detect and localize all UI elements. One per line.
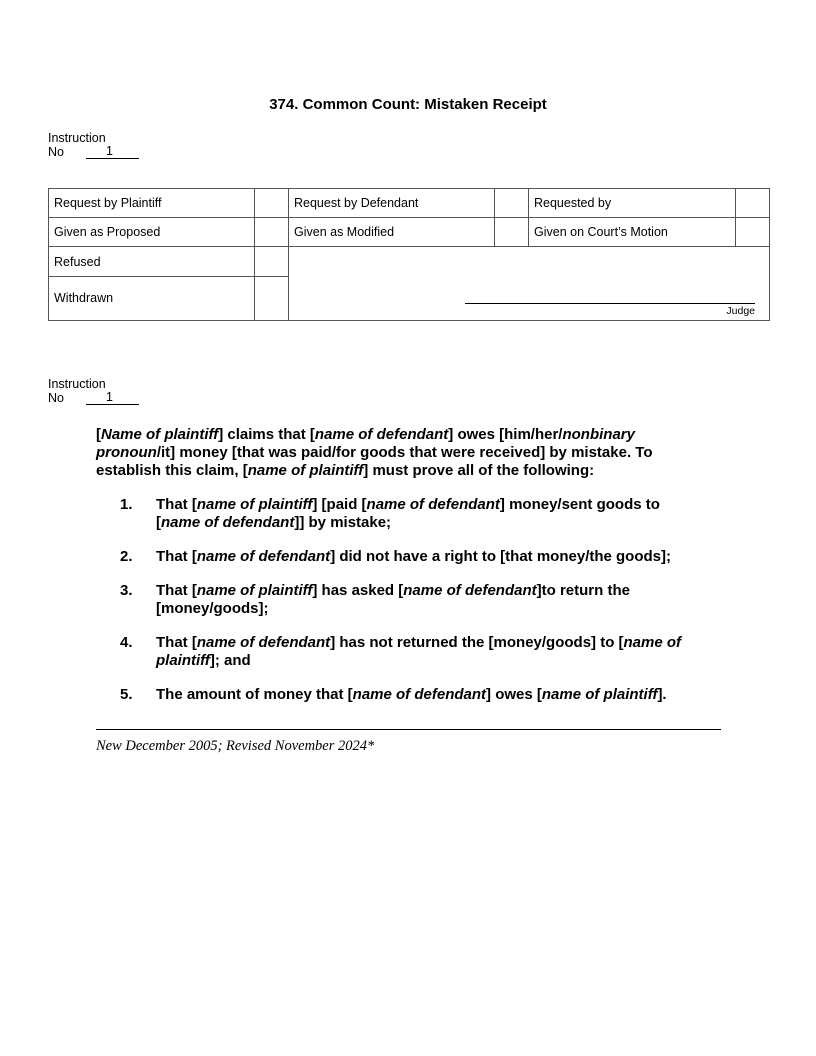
element-text — [156, 686, 706, 704]
text-segment: ]. — [657, 686, 667, 703]
instruction-label: Instruction — [48, 131, 106, 145]
placeholder-text: name of defendant — [161, 514, 295, 531]
text-segment: ] must prove all of the following: — [363, 462, 595, 479]
text-segment: ] has asked [ — [312, 582, 404, 599]
element-number: 4. — [120, 634, 133, 651]
placeholder-text: name of defendant — [366, 496, 500, 513]
given-as-modified-checkbox[interactable] — [495, 218, 529, 247]
text-segment: That [ — [156, 634, 197, 651]
text-segment: ]to return the [money/goods]; — [156, 582, 630, 617]
judge-signature-area — [289, 247, 770, 321]
given-as-proposed-checkbox[interactable] — [255, 218, 289, 247]
text-segment: That [ — [156, 582, 197, 599]
withdrawn-checkbox[interactable] — [255, 276, 289, 320]
request-by-defendant-label: Request by Defendant — [289, 189, 495, 218]
text-segment: ] owes [him/her/ — [448, 426, 563, 443]
placeholder-text: nonbinary pronoun — [96, 426, 635, 461]
page-title: 374. Common Count: Mistaken Receipt — [269, 96, 547, 113]
element-text — [156, 582, 706, 618]
given-as-proposed-label: Given as Proposed — [49, 218, 255, 247]
judge-signature-line[interactable] — [465, 303, 755, 304]
instruction-number-block-bottom — [48, 377, 139, 405]
placeholder-text: name of plaintiff — [196, 582, 313, 599]
element-text — [156, 496, 706, 532]
placeholder-text: name of plaintiff — [541, 686, 658, 703]
element-number: 3. — [120, 582, 133, 599]
request-by-defendant-checkbox[interactable] — [495, 189, 529, 218]
instruction-label: Instruction — [48, 377, 106, 391]
requested-by-label: Requested by — [529, 189, 736, 218]
instruction-no-label: No — [48, 145, 64, 159]
placeholder-text: name of defendant — [196, 548, 331, 565]
text-segment: ] money/sent goods to [ — [156, 496, 660, 531]
text-segment: The amount of money that [ — [156, 686, 353, 703]
refused-label: Refused — [49, 247, 255, 276]
placeholder-text: name of defendant — [196, 634, 331, 651]
text-segment: That [ — [156, 548, 197, 565]
request-by-plaintiff-checkbox[interactable] — [255, 189, 289, 218]
intro-paragraph — [96, 426, 706, 480]
text-segment: ] has not returned the [money/goods] to [ — [330, 634, 624, 651]
divider — [96, 729, 721, 730]
placeholder-text: Name of plaintiff — [101, 426, 219, 443]
withdrawn-label: Withdrawn — [49, 276, 255, 320]
element-item — [96, 634, 706, 670]
placeholder-text: name of plaintiff — [247, 462, 364, 479]
instruction-body — [96, 426, 706, 720]
element-text — [156, 634, 706, 670]
elements-list — [96, 496, 706, 704]
element-item — [96, 582, 706, 618]
given-on-courts-motion-label: Given on Court’s Motion — [529, 218, 736, 247]
judge-label: Judge — [726, 305, 755, 317]
request-disposition-table — [48, 188, 770, 321]
text-segment: ]] by mistake; — [294, 514, 392, 531]
text-segment: That [ — [156, 496, 197, 513]
requested-by-checkbox[interactable] — [736, 189, 770, 218]
element-number: 5. — [120, 686, 133, 703]
refused-checkbox[interactable] — [255, 247, 289, 276]
request-by-plaintiff-label: Request by Plaintiff — [49, 189, 255, 218]
text-segment: [ — [96, 426, 101, 443]
given-as-modified-label: Given as Modified — [289, 218, 495, 247]
placeholder-text: name of plaintiff — [156, 634, 682, 669]
element-number: 2. — [120, 548, 133, 565]
element-text — [156, 548, 706, 566]
text-segment: /it] money [that was paid/for goods that were received] by mistake. To establish this claim, [ — [96, 444, 653, 479]
element-item — [96, 686, 706, 704]
text-segment: ] [paid [ — [312, 496, 367, 513]
placeholder-text: name of defendant — [314, 426, 449, 443]
instruction-no-value: 1 — [86, 145, 139, 159]
instruction-no-value: 1 — [86, 391, 139, 405]
placeholder-text: name of plaintiff — [196, 496, 313, 513]
placeholder-text: name of defendant — [352, 686, 487, 703]
text-segment: ]; and — [209, 652, 251, 669]
element-item — [96, 496, 706, 532]
text-segment: ] owes [ — [486, 686, 542, 703]
text-segment: ] claims that [ — [218, 426, 315, 443]
given-on-courts-motion-checkbox[interactable] — [736, 218, 770, 247]
element-number: 1. — [120, 496, 133, 513]
element-item — [96, 548, 706, 566]
instruction-number-block-top — [48, 131, 139, 159]
revision-history: New December 2005; Revised November 2024* — [96, 738, 375, 754]
text-segment: ] did not have a right to [that money/the goods]; — [330, 548, 672, 565]
instruction-no-label: No — [48, 391, 64, 405]
placeholder-text: name of defendant — [403, 582, 537, 599]
